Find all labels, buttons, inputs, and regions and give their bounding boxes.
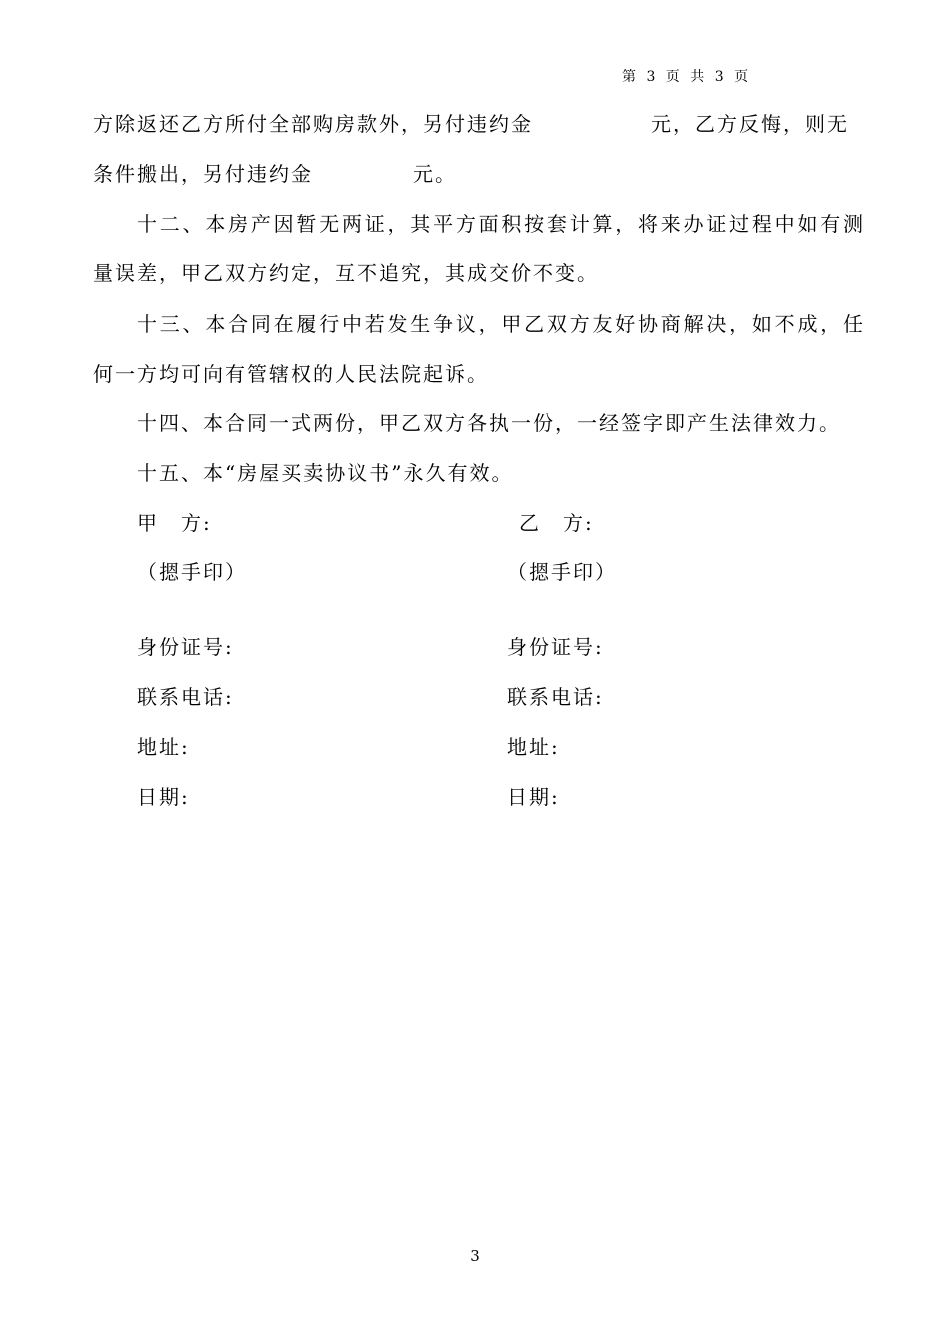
clause-12-line-1: 十二、本房产因暂无两证，其平方面积按套计算，将来办证过程中如有测 (137, 212, 863, 236)
clause-14-line-1: 十四、本合同一式两份，甲乙双方各执一份，一经签字即产生法律效力。 (137, 411, 841, 435)
clause-11-line-1 (93, 110, 863, 138)
clause-11-text-c: 条件搬出，另付违约金 (93, 162, 313, 186)
party-b-id-number: 身份证号: (507, 635, 604, 659)
clause-12-line-2: 量误差，甲乙双方约定，互不追究，其成交价不变。 (93, 261, 599, 285)
party-b-address: 地址: (507, 735, 560, 759)
clause-13-line-2: 何一方均可向有管辖权的人民法院起诉。 (93, 362, 489, 386)
party-a-date: 日期: (137, 785, 190, 809)
party-a-fingerprint: （摁手印） (137, 560, 247, 584)
party-a-label: 甲 方: (137, 511, 212, 535)
party-b-date: 日期: (507, 785, 560, 809)
clause-15-line-1: 十五、本“房屋买卖协议书”永久有效。 (137, 461, 514, 485)
clause-11-text-a: 方除返还乙方所付全部购房款外，另付违约金 (93, 112, 533, 136)
clause-13-line-1: 十三、本合同在履行中若发生争议，甲乙双方友好协商解决，如不成，任 (137, 312, 863, 336)
party-b-label: 乙 方: (519, 511, 594, 535)
page-indicator: 第 3 页 共 3 页 (622, 69, 752, 85)
clause-11-text-b: 元，乙方反悔，则无 (651, 112, 849, 136)
party-a-id-number: 身份证号: (137, 635, 234, 659)
clause-11-text-d: 元。 (413, 162, 457, 186)
party-a-phone: 联系电话: (137, 685, 234, 709)
page-number: 3 (470, 1247, 480, 1265)
clause-11-line-2 (93, 160, 863, 188)
party-a-address: 地址: (137, 735, 190, 759)
party-b-phone: 联系电话: (507, 685, 604, 709)
party-b-fingerprint: （摁手印） (507, 560, 617, 584)
